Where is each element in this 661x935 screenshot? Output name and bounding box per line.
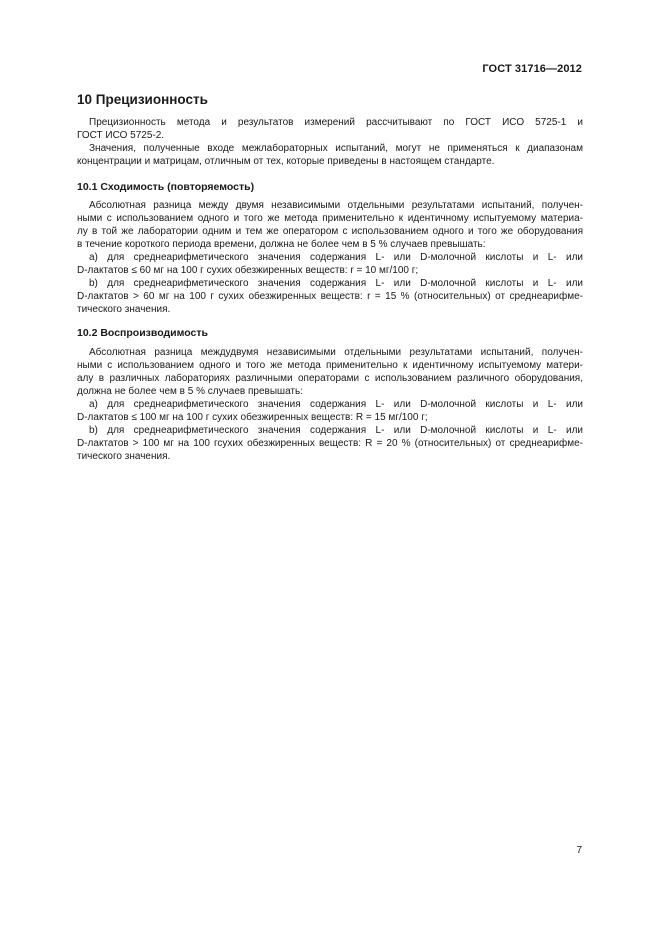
text-line: b) для среднеарифметического значения содержания L- или D-молочной кислоты и L- или (89, 278, 583, 289)
text-line: Абсолютная разница междудвумя независимыми отдельными результатами испытаний, получен- (89, 347, 583, 358)
text-line: ными с использованием одного и того же метода применительно к идентичному испытуемому материа- (77, 213, 583, 224)
text-line: должна не более чем в 5 % случаев превышать: (77, 386, 303, 397)
text-line: b) для среднеарифметического значения содержания L- или D-молочной кислоты и L- или (89, 425, 583, 436)
text-line: Прецизионность метода и результатов измерений рассчитывают по ГОСТ ИСО 5725-1 и (89, 117, 583, 128)
text-line: алу в различных лабораториях различными операторами с использованием различного оборудования, (77, 373, 583, 384)
section-10-1-paragraphs (77, 199, 583, 316)
text-line: D-лактатов > 100 мг на 100 гсухих обезжиренных веществ: R = 20 % (относительных) от среднеарифме- (77, 438, 583, 449)
document-code: ГОСТ 31716—2012 (482, 63, 582, 75)
text-line: а) для среднеарифметического значения содержания L- или D-молочной кислоты и L- или (89, 252, 583, 263)
text-line: лу в той же лаборатории одним и тем же оператором с использованием одного и того же оборудования (77, 226, 583, 237)
text-line: концентрации и матрицам, отличным от тех, которые приведены в настоящем стандарте. (77, 156, 495, 167)
text-line: D-лактатов > 60 мг на 100 г сухих обезжиренных веществ: r = 15 % (относительных) от среднеарифме- (77, 291, 583, 302)
text-line: тического значения. (77, 451, 171, 462)
text-line: D-лактатов ≤ 60 мг на 100 г сухих обезжиренных веществ: r = 10 мг/100 г; (77, 265, 419, 276)
text-line: тического значения. (77, 304, 171, 315)
section-10-2-paragraphs (77, 346, 583, 463)
section-10-paragraphs (77, 116, 583, 168)
section-10-1-title: 10.1 Сходимость (повторяемость) (77, 181, 255, 193)
section-10-2-title: 10.2 Воспроизводимость (77, 327, 208, 339)
text-line: ГОСТ ИСО 5725-2. (77, 130, 165, 141)
page-number: 7 (576, 845, 582, 856)
text-line: Значения, полученные входе межлабораторных испытаний, могут не применяться к диапазонам (89, 143, 583, 154)
section-10-title: 10 Прецизионность (77, 92, 208, 107)
text-line: ными с использованием одного и того же метода применительно к идентичному испытуемому матери- (77, 360, 583, 371)
text-line: Абсолютная разница между двумя независимыми отдельными результатами испытаний, получен- (89, 200, 583, 211)
text-line: а) для среднеарифметического значения содержания L- или D-молочной кислоты и L- или (89, 399, 583, 410)
text-line: в течение короткого периода времени, должна не более чем в 5 % случаев превышать: (77, 239, 486, 250)
text-line: D-лактатов ≤ 100 мг на 100 г сухих обезжиренных веществ: R = 15 мг/100 г; (77, 412, 428, 423)
